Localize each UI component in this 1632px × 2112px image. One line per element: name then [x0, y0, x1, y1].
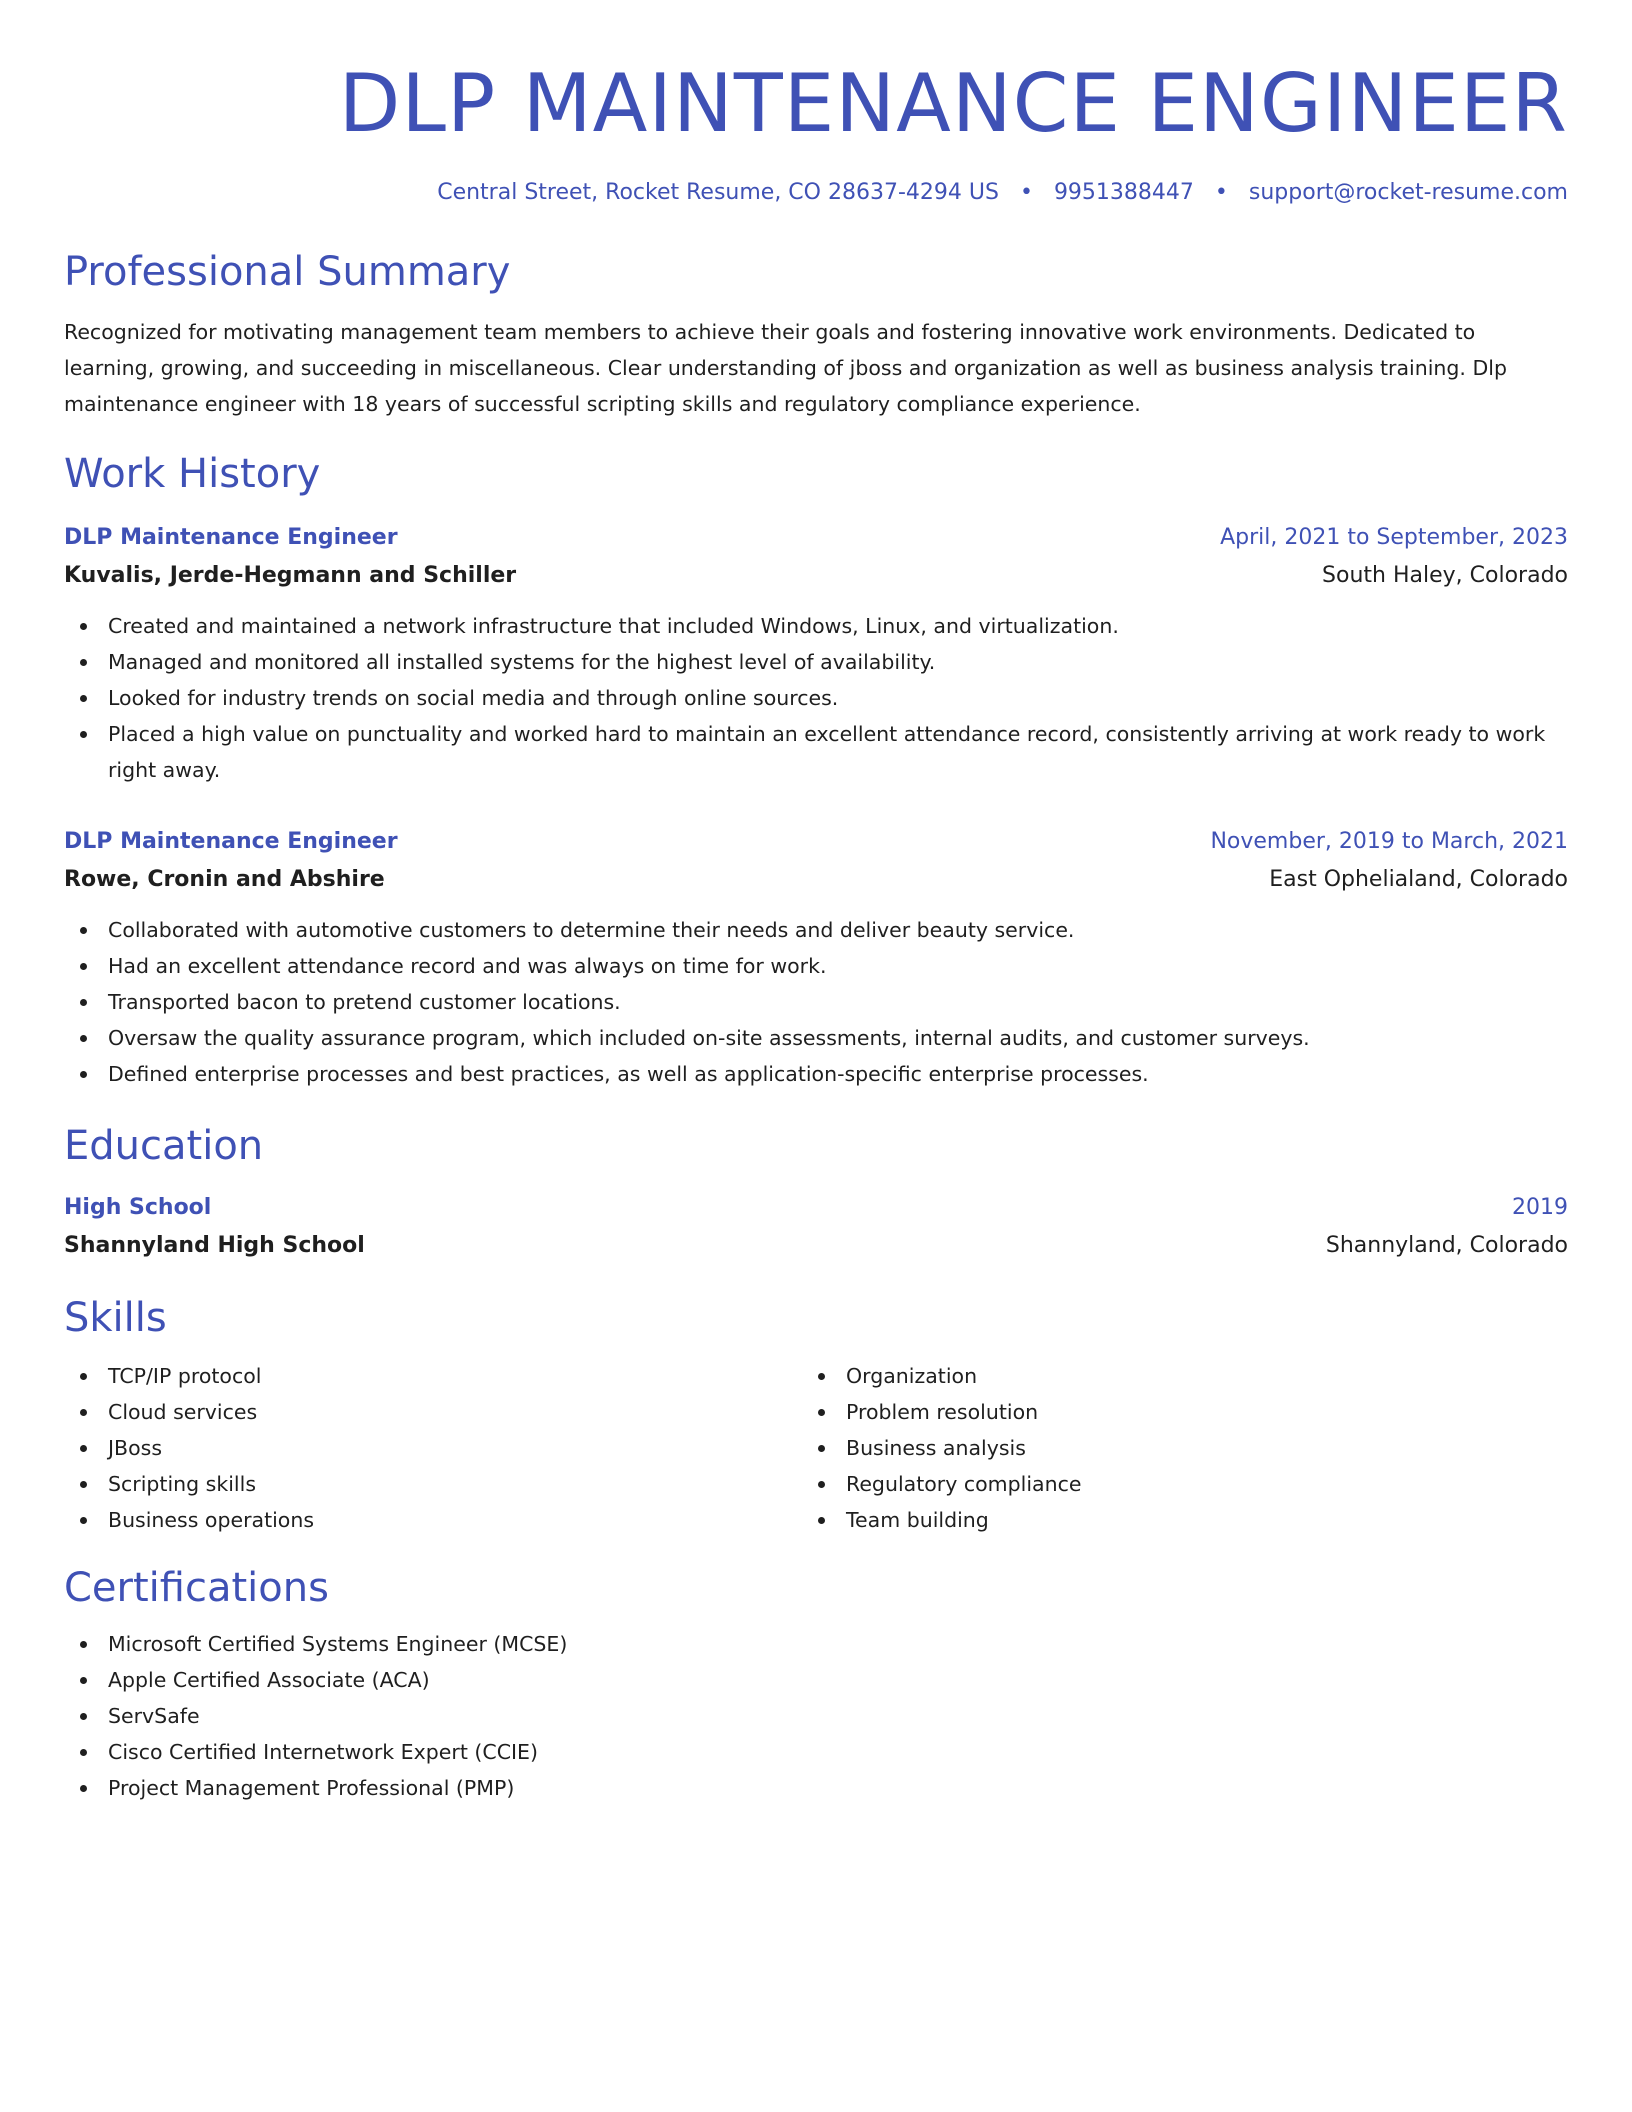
summary-text: Recognized for motivating management team members to achieve their goals and fostering innovative work environments. Dedicated to learning, growing, and succeeding in miscellaneous. Clear understanding of jboss and organization as well as business analysis training. Dlp maintenance engineer with 18 years of successful scripting skills and regulatory compliance experience. — [64, 320, 1507, 416]
list-item: Business operations — [64, 1502, 802, 1538]
list-item: Managed and monitored all installed systems for the highest level of availability. — [64, 644, 1568, 680]
summary-heading: Professional Summary — [64, 249, 511, 295]
job-location: South Haley, Colorado — [1322, 563, 1568, 588]
list-item: Scripting skills — [64, 1466, 802, 1502]
list-item: Regulatory compliance — [802, 1466, 1540, 1502]
list-item: Collaborated with automotive customers to determine their needs and deliver beauty service. — [64, 912, 1568, 948]
list-item: Defined enterprise processes and best practices, as well as application-specific enterprise processes. — [64, 1056, 1568, 1092]
certifications-list — [64, 1626, 1568, 1806]
education-location: Shannyland, Colorado — [1325, 1233, 1568, 1258]
list-item: Transported bacon to pretend customer locations. — [64, 984, 1568, 1020]
job-dates: April, 2021 to September, 2023 — [1220, 525, 1568, 550]
education-heading: Education — [64, 1123, 264, 1169]
job-role: DLP Maintenance Engineer — [64, 829, 398, 854]
list-item: Had an excellent attendance record and was always on time for work. — [64, 948, 1568, 984]
list-item: Looked for industry trends on social media and through online sources. — [64, 680, 1568, 716]
education-year: 2019 — [1512, 1195, 1568, 1220]
contact-email: support@rocket-resume.com — [1248, 180, 1568, 205]
list-item: Cisco Certified Internetwork Expert (CCIE) — [64, 1734, 1568, 1770]
job-company: Rowe, Cronin and Abshire — [64, 867, 385, 892]
list-item: Team building — [802, 1502, 1540, 1538]
list-item: Problem resolution — [802, 1394, 1540, 1430]
job-location: East Ophelialand, Colorado — [1269, 867, 1568, 892]
list-item: Organization — [802, 1358, 1540, 1394]
list-item: JBoss — [64, 1430, 802, 1466]
contact-phone: 9951388447 — [1053, 180, 1194, 205]
list-item: Created and maintained a network infrastructure that included Windows, Linux, and virtualization. — [64, 608, 1568, 644]
list-item: Business analysis — [802, 1430, 1540, 1466]
skills-left-list — [64, 1358, 802, 1538]
education-degree: High School — [64, 1195, 212, 1220]
job-entry — [64, 824, 1568, 1092]
certifications-heading: Certifications — [64, 1565, 329, 1611]
job-entry — [64, 520, 1568, 788]
skills-right-list — [802, 1358, 1540, 1538]
contact-address: Central Street, Rocket Resume, CO 28637-4294 US — [437, 180, 999, 205]
list-item: Placed a high value on punctuality and worked hard to maintain an excellent attendance record, consistently arriving at work ready to work right away. — [64, 716, 1568, 788]
job-dates: November, 2019 to March, 2021 — [1210, 829, 1568, 854]
job-company: Kuvalis, Jerde-Hegmann and Schiller — [64, 563, 517, 588]
list-item: Oversaw the quality assurance program, which included on-site assessments, internal audits, and customer surveys. — [64, 1020, 1568, 1056]
job-role: DLP Maintenance Engineer — [64, 525, 398, 550]
contact-line — [64, 178, 1568, 208]
contact-separator: • — [1019, 180, 1033, 205]
list-item: Project Management Professional (PMP) — [64, 1770, 1568, 1806]
education-school: Shannyland High School — [64, 1233, 365, 1258]
list-item: Cloud services — [64, 1394, 802, 1430]
skills-grid — [64, 1358, 1568, 1538]
list-item: TCP/IP protocol — [64, 1358, 802, 1394]
job-bullets — [64, 912, 1568, 1092]
list-item: Apple Certified Associate (ACA) — [64, 1662, 1568, 1698]
work-history-heading: Work History — [64, 451, 321, 497]
list-item: ServSafe — [64, 1698, 1568, 1734]
education-entry — [64, 1190, 1568, 1266]
resume-page — [64, 0, 1568, 1806]
list-item: Microsoft Certified Systems Engineer (MCSE) — [64, 1626, 1568, 1662]
resume-name: DLP MAINTENANCE ENGINEER — [338, 57, 1568, 150]
job-bullets — [64, 608, 1568, 788]
contact-separator: • — [1214, 180, 1228, 205]
skills-heading: Skills — [64, 1295, 167, 1341]
